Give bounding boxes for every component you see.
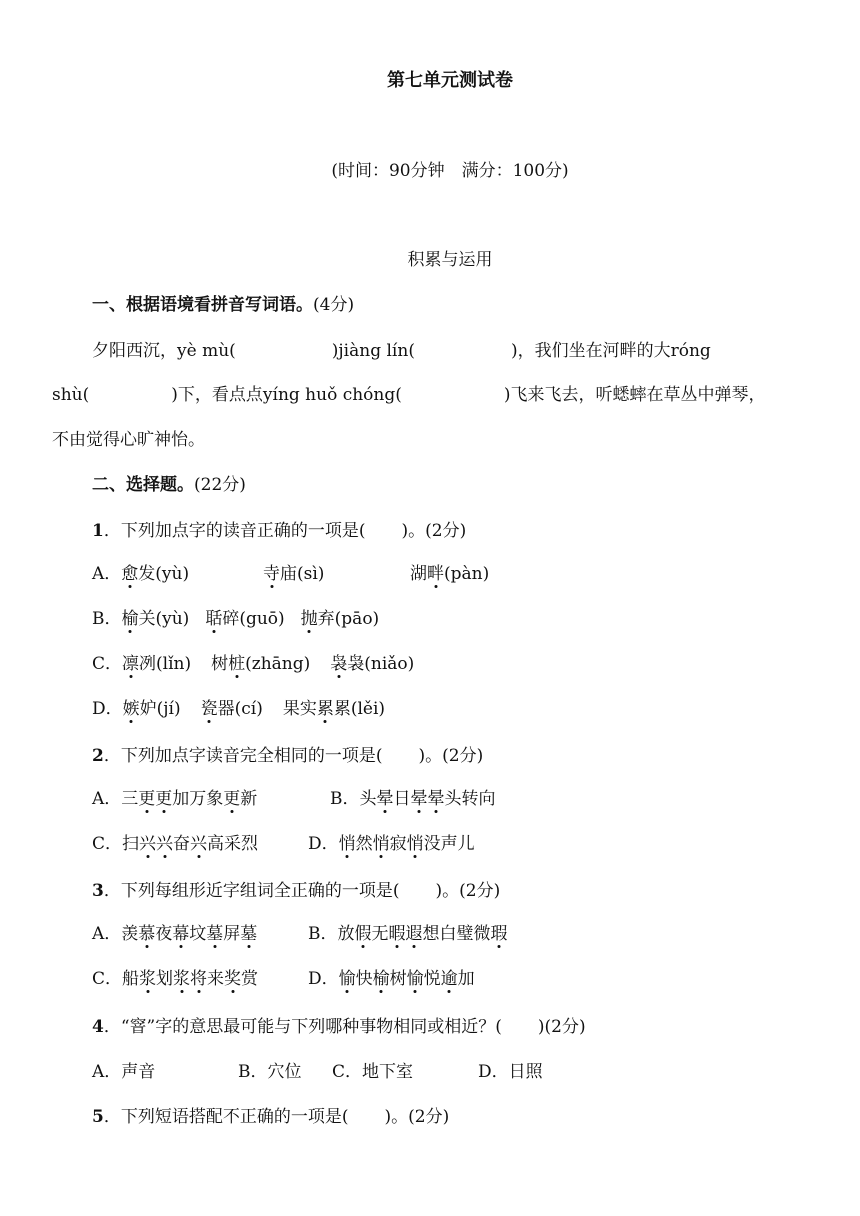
option-letter: D． [308, 969, 339, 989]
q1-option-a-word-3 [410, 559, 489, 584]
question-stem: ．下列加点字读音完全相同的一项是( [103, 746, 383, 766]
option-text: (zhāng) [245, 654, 311, 674]
option-text: 坟 [189, 924, 207, 944]
option-text: 日 [393, 789, 411, 809]
dotted-char: 浆 [173, 964, 190, 989]
option-letter: D． [308, 834, 339, 854]
q2-option-b[interactable] [330, 784, 496, 809]
option-text: 来 [207, 969, 225, 989]
option-text: 冽(lǐn) [139, 654, 192, 674]
option-text: 扫 [122, 834, 140, 854]
page-title: 第七单元测试卷 [387, 70, 513, 91]
question-score: )。(2分) [435, 881, 501, 901]
dotted-char: 寺 [263, 559, 280, 584]
option-text: 树 [389, 969, 407, 989]
dotted-char: 幕 [172, 919, 189, 944]
option-text: (pàn) [444, 564, 490, 584]
option-letter: C． [92, 654, 123, 674]
dotted-char: 嫉 [123, 694, 140, 719]
dotted-char: 榆 [122, 604, 139, 629]
option-text: 关(yù) [138, 609, 190, 629]
option-text: 寂 [389, 834, 407, 854]
dotted-char: 悄 [373, 829, 390, 854]
option-text: 想白璧微 [422, 924, 491, 944]
q4-option-c[interactable]: C．地下室 [332, 1062, 414, 1082]
dotted-char: 聒 [205, 604, 222, 629]
dotted-char: 悄 [339, 829, 356, 854]
option-text: 庙(sì) [280, 564, 325, 584]
option-text: 高采烈 [207, 834, 259, 854]
option-text: 放 [337, 924, 355, 944]
dotted-char: 晕 [428, 784, 445, 809]
dotted-char: 榆 [373, 964, 390, 989]
option-text: 奋 [173, 834, 191, 854]
dotted-char: 凛 [122, 649, 139, 674]
option-letter: B． [330, 789, 360, 809]
dotted-char: 暇 [389, 919, 406, 944]
question-stem: ．“窨”字的意思最可能与下列哪种事物相同或相近？( [103, 1017, 502, 1037]
option-text: 划 [156, 969, 174, 989]
option-letter: A． [92, 789, 122, 809]
question-score: )(2分) [537, 1017, 586, 1037]
dotted-char: 畔 [427, 559, 444, 584]
option-text: 湖 [410, 564, 427, 584]
option-text: 袅(niǎo) [347, 654, 415, 674]
question-stem: ．下列短语搭配不正确的一项是( [103, 1107, 349, 1127]
section-2-score: (22分) [194, 475, 246, 495]
pinyin-line-3: 不由觉得心旷神怡。 [52, 430, 205, 450]
section-1-score: (4分) [313, 295, 355, 315]
question-score: )。(2分) [401, 521, 467, 541]
dotted-char: 晕 [377, 784, 394, 809]
section-1-heading [92, 290, 354, 315]
dotted-char: 遐 [406, 919, 423, 944]
option-letter: A． [92, 564, 122, 584]
q1-option-b[interactable] [92, 604, 379, 629]
dotted-char: 假 [355, 919, 372, 944]
q4-option-a[interactable]: A．声音 [92, 1062, 156, 1082]
dotted-char: 兴 [156, 829, 173, 854]
pinyin-text: 夕阳西沉，yè mù( [92, 341, 236, 361]
q3-option-a[interactable] [92, 919, 257, 944]
option-text: 赏 [241, 969, 259, 989]
question-1 [92, 516, 466, 541]
dotted-char: 瓷 [201, 694, 218, 719]
q2-option-a[interactable] [92, 784, 257, 809]
dotted-char: 累 [317, 694, 334, 719]
q3-option-c[interactable] [92, 964, 258, 989]
dotted-char: 兴 [190, 829, 207, 854]
q4-option-b[interactable]: B．穴位 [238, 1062, 302, 1082]
question-2 [92, 741, 483, 766]
option-text: 然 [355, 834, 373, 854]
option-text: 器(cí) [217, 699, 263, 719]
dotted-char: 墓 [240, 919, 257, 944]
option-text: 头转向 [444, 789, 496, 809]
dotted-char: 愉 [339, 964, 356, 989]
q1-option-a[interactable] [92, 559, 189, 584]
section-2-heading [92, 470, 246, 495]
option-text: 树 [211, 654, 229, 674]
pinyin-text: )下，看点点yíng huǒ chóng( [171, 385, 402, 405]
dotted-char: 袅 [330, 649, 347, 674]
q2-option-d[interactable] [308, 829, 475, 854]
question-4 [92, 1012, 586, 1037]
option-text: 妒(jí) [139, 699, 181, 719]
option-letter: B． [92, 609, 122, 629]
option-text: 屏 [223, 924, 241, 944]
option-text: 悦 [423, 969, 441, 989]
dotted-char: 愈 [121, 559, 138, 584]
pinyin-text: )，我们坐在河畔的大róng [510, 341, 711, 361]
dotted-char: 悄 [407, 829, 424, 854]
section-2-title: 二、选择题。 [92, 475, 194, 495]
question-number: 4 [92, 1017, 104, 1037]
option-text: 累(lěi) [333, 699, 386, 719]
dotted-char: 桩 [228, 649, 245, 674]
option-letter: B． [308, 924, 338, 944]
option-text: 加万象 [172, 789, 224, 809]
question-score: )。(2分) [384, 1107, 450, 1127]
option-text: 快 [355, 969, 373, 989]
option-text: 船 [122, 969, 140, 989]
option-letter: C． [92, 834, 123, 854]
question-number: 3 [92, 881, 104, 901]
dotted-char: 晕 [411, 784, 428, 809]
option-text: 加 [457, 969, 475, 989]
dotted-char: 兴 [139, 829, 156, 854]
dotted-char: 愉 [407, 964, 424, 989]
option-letter: D． [92, 699, 123, 719]
q1-option-a-word-2 [263, 559, 324, 584]
question-number: 5 [92, 1107, 104, 1127]
q1-option-d[interactable] [92, 694, 385, 719]
question-score: )。(2分) [418, 746, 484, 766]
question-stem: ．下列每组形近字组词全正确的一项是( [103, 881, 400, 901]
question-stem: ．下列加点字的读音正确的一项是( [103, 521, 366, 541]
option-text: 羡 [121, 924, 139, 944]
option-text: 没声儿 [423, 834, 475, 854]
dotted-char: 奖 [224, 964, 241, 989]
dotted-char: 浆 [139, 964, 156, 989]
question-number: 2 [92, 746, 104, 766]
question-5 [92, 1102, 449, 1127]
option-text: 无 [371, 924, 389, 944]
dotted-char: 更 [223, 784, 240, 809]
option-text: 三 [121, 789, 139, 809]
dotted-char: 将 [190, 964, 207, 989]
option-text: 新 [240, 789, 258, 809]
q4-option-d[interactable]: D．日照 [478, 1062, 543, 1082]
q3-option-d[interactable] [308, 964, 475, 989]
option-text: 夜 [155, 924, 173, 944]
dotted-char: 慕 [138, 919, 155, 944]
dotted-char: 抛 [301, 604, 318, 629]
q2-option-c[interactable] [92, 829, 258, 854]
q3-option-b[interactable] [308, 919, 508, 944]
option-text: 果实 [282, 699, 317, 719]
question-3 [92, 876, 500, 901]
dotted-char: 墓 [206, 919, 223, 944]
option-letter: A． [92, 924, 122, 944]
dotted-char: 更 [138, 784, 155, 809]
dotted-char: 逾 [441, 964, 458, 989]
dotted-char: 瑕 [491, 919, 508, 944]
part-heading: 积累与运用 [407, 250, 493, 270]
option-text: 弃(pāo) [317, 609, 380, 629]
pinyin-line-2 [52, 380, 766, 405]
option-text: 发(yù) [138, 564, 190, 584]
question-number: 1 [92, 521, 104, 541]
pinyin-line-1 [92, 336, 808, 361]
dotted-char: 更 [155, 784, 172, 809]
section-1-title: 一、根据语境看拼音写词语。 [92, 295, 313, 315]
pinyin-text: )飞来飞去，听蟋蟀在草丛中弹琴， [503, 385, 766, 405]
pinyin-text: )jiàng lín( [331, 341, 415, 361]
time-score-info: (时间：90分钟 满分：100分) [331, 161, 569, 181]
q1-option-c[interactable] [92, 649, 414, 674]
option-letter: C． [92, 969, 123, 989]
option-text: 碎(guō) [222, 609, 285, 629]
option-text: 头 [359, 789, 377, 809]
pinyin-text: shù( [52, 385, 90, 405]
